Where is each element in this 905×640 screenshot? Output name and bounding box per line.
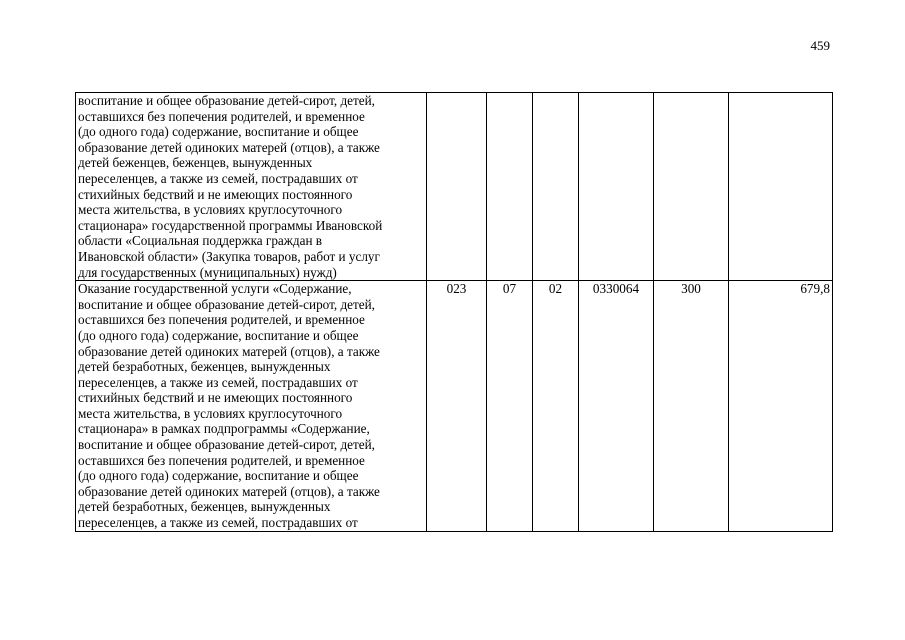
desc-line: для государственных (муниципальных) нужд) [78,264,337,280]
desc-line: стационара» в рамках подпрограммы «Содержание, [78,421,370,437]
desc-line: оставшихся без попечения родителей, и временное [78,312,365,328]
budget-table [75,92,833,532]
target-code-cell [579,93,654,281]
desc-line: образование детей одиноких матерей (отцов), а также [78,139,380,155]
desc-line: воспитание и общее образование детей-сирот, детей, [78,296,375,312]
expense-type-cell [654,93,729,281]
desc-line: детей безработных, беженцев, вынужденных [78,359,331,375]
desc-line: места жительства, в условиях круглосуточного [78,202,343,218]
table-row [76,281,833,532]
desc-line: стационара» государственной программы Ивановской [78,217,383,233]
ministry-code-cell: 023 [427,281,487,532]
desc-line: оставшихся без попечения родителей, и временное [78,108,365,124]
desc-line: образование детей одиноких матерей (отцов), а также [78,343,380,359]
desc-line: Оказание государственной услуги «Содержание, [78,281,352,297]
desc-line: детей безработных, беженцев, вынужденных [78,499,331,515]
desc-line: (до одного года) содержание, воспитание и общее [78,124,359,140]
section-code-cell [487,93,533,281]
row-description [76,281,427,532]
amount-cell: 679,8 [729,281,833,532]
ministry-code-cell [427,93,487,281]
table-row [76,93,833,281]
row-description [76,93,427,281]
desc-line: переселенцев, а также из семей, пострадавших от [78,515,358,531]
desc-line: области «Социальная поддержка граждан в [78,233,323,249]
desc-line: стихийных бедствий и не имеющих постоянного [78,390,353,406]
desc-line: воспитание и общее образование детей-сирот, детей, [78,93,375,108]
section-code-cell: 07 [487,281,533,532]
desc-line: стихийных бедствий и не имеющих постоянного [78,186,353,202]
target-code-cell: 0330064 [579,281,654,532]
amount-cell [729,93,833,281]
desc-line: Ивановской области» (Закупка товаров, работ и услуг [78,248,380,264]
desc-line: воспитание и общее образование детей-сирот, детей, [78,437,375,453]
subsection-code-cell: 02 [533,281,579,532]
desc-line: оставшихся без попечения родителей, и временное [78,452,365,468]
desc-line: места жительства, в условиях круглосуточного [78,405,343,421]
expense-type-cell: 300 [654,281,729,532]
desc-line: детей беженцев, беженцев, вынужденных [78,155,313,171]
desc-line: переселенцев, а также из семей, пострадавших от [78,170,358,186]
subsection-code-cell [533,93,579,281]
page-number: 459 [810,38,830,53]
desc-line: (до одного года) содержание, воспитание и общее [78,468,359,484]
desc-line: переселенцев, а также из семей, пострадавших от [78,374,358,390]
desc-line: (до одного года) содержание, воспитание и общее [78,327,359,343]
desc-line: образование детей одиноких матерей (отцов), а также [78,483,380,499]
